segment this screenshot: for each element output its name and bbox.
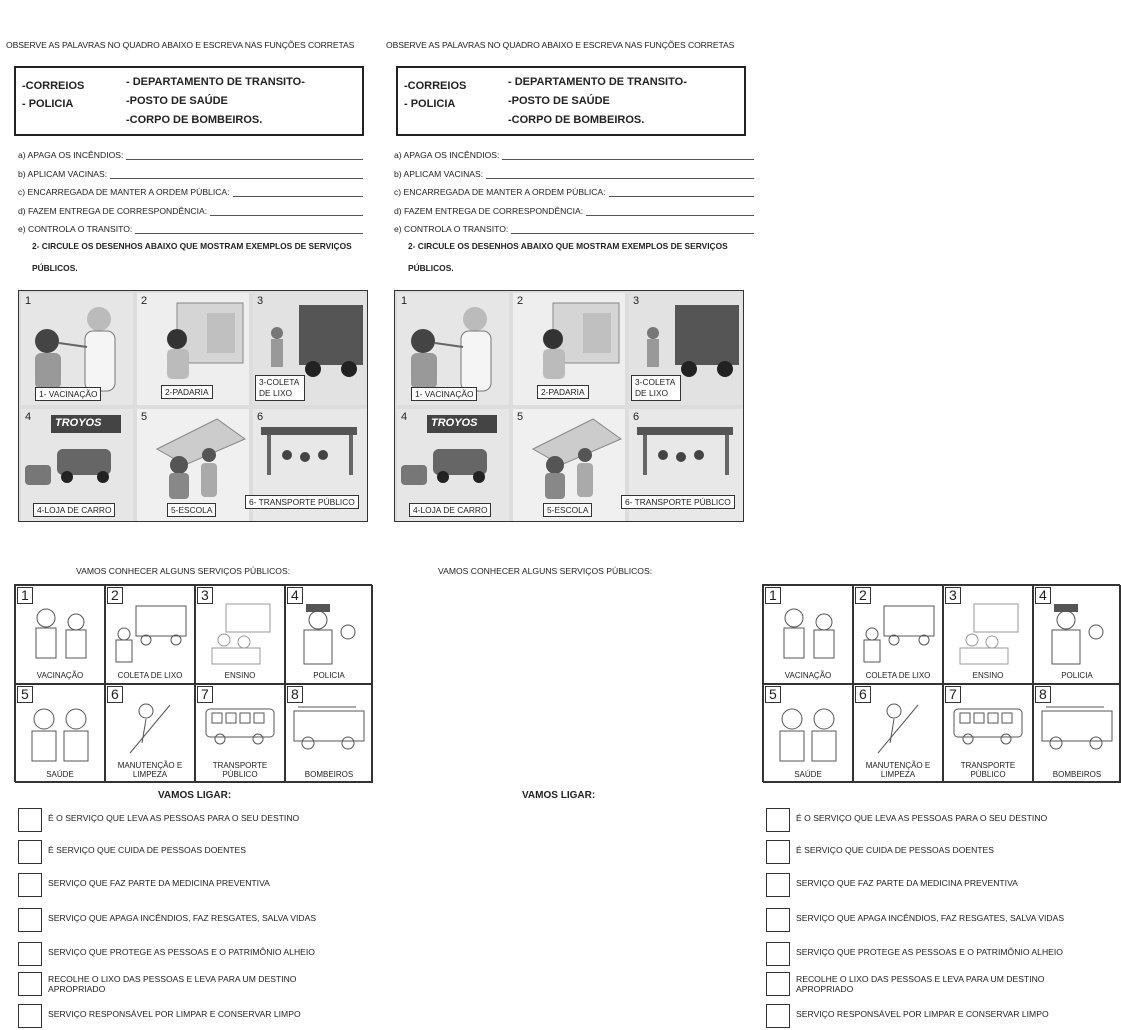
grid-label: COLETA DE LIXO bbox=[117, 671, 183, 680]
answer-box[interactable] bbox=[766, 1004, 790, 1028]
grid-label: POLICIA bbox=[313, 671, 345, 680]
vaccination-drawing bbox=[16, 600, 104, 670]
match-text: SERVIÇO RESPONSÁVEL POR LIMPAR E CONSERVAR LIMPO bbox=[796, 1009, 1049, 1019]
photo-number: 3 bbox=[257, 295, 264, 307]
match-text: SERVIÇO RESPONSÁVEL POR LIMPAR E CONSERVAR LIMPO bbox=[48, 1009, 301, 1019]
photo-number: 2 bbox=[517, 295, 524, 307]
exercise1-instruction: OBSERVE AS PALAVRAS NO QUADRO ABAIXO E ESCREVA NAS FUNÇÕES CORRETAS bbox=[6, 40, 355, 50]
question-text: d) FAZEM ENTREGA DE CORRESPONDÊNCIA: bbox=[394, 206, 584, 216]
public-services-photo-strip bbox=[394, 290, 744, 522]
grid-number: 4 bbox=[1035, 587, 1051, 604]
grid-number: 6 bbox=[107, 686, 123, 703]
answer-box[interactable] bbox=[18, 942, 42, 966]
grid-cell-teaching[interactable] bbox=[195, 585, 285, 684]
exercise2-instruction: 2- CIRCULE OS DESENHOS ABAIXO QUE MOSTRAM EXEMPLOS DE SERVIÇOS PÚBLICOS. bbox=[32, 241, 352, 273]
photo-label: 6- TRANSPORTE PÚBLICO bbox=[621, 495, 735, 509]
answer-box[interactable] bbox=[18, 908, 42, 932]
match-item bbox=[18, 908, 368, 934]
services-grid bbox=[14, 584, 372, 782]
question-text: c) ENCARREGADA DE MANTER A ORDEM PÚBLICA: bbox=[394, 187, 606, 197]
grid-label: ENSINO bbox=[972, 671, 1004, 680]
fire-truck-drawing bbox=[1034, 699, 1120, 759]
match-text: SERVIÇO QUE APAGA INCÊNDIOS, FAZ RESGATES, SALVA VIDAS bbox=[48, 913, 317, 923]
grid-cell-vaccination[interactable] bbox=[763, 585, 853, 684]
key-word-bombeiros: -CORPO DE BOMBEIROS. bbox=[126, 114, 263, 126]
grid-cell-transport[interactable] bbox=[195, 684, 285, 783]
match-text: SERVIÇO QUE APAGA INCÊNDIOS, FAZ RESGATES, SALVA VIDAS bbox=[796, 913, 1065, 923]
match-text: SERVIÇO QUE PROTEGE AS PESSOAS E O PATRIMÔNIO ALHEIO bbox=[48, 947, 315, 957]
photo-number: 1 bbox=[25, 295, 32, 307]
grid-number: 5 bbox=[17, 686, 33, 703]
photo-car-store[interactable] bbox=[397, 409, 509, 521]
teaching-drawing bbox=[196, 600, 284, 670]
police-drawing bbox=[1034, 598, 1120, 668]
photo-label: 3-COLETA DE LIXO bbox=[255, 375, 305, 401]
key-word-transito: - DEPARTAMENTO DE TRANSITO- bbox=[508, 76, 687, 88]
match-text: É SERVIÇO QUE CUIDA DE PESSOAS DOENTES bbox=[796, 845, 995, 855]
match-item bbox=[766, 942, 1116, 968]
key-word-policia: - POLICIA bbox=[22, 98, 74, 110]
photo-garbage-collection[interactable] bbox=[253, 293, 367, 405]
key-word-policia: - POLICIA bbox=[404, 98, 456, 110]
photo-label: 4-LOJA DE CARRO bbox=[409, 503, 491, 517]
health-drawing bbox=[764, 699, 852, 769]
grid-cell-garbage[interactable] bbox=[105, 585, 195, 684]
vaccination-drawing bbox=[764, 600, 852, 670]
match-item bbox=[18, 1004, 368, 1030]
photo-public-transport[interactable] bbox=[625, 409, 743, 521]
photo-label: 5-ESCOLA bbox=[543, 503, 592, 517]
key-words-box bbox=[396, 66, 746, 136]
grid-number: 5 bbox=[765, 686, 781, 703]
exercise2-instruction: 2- CIRCULE OS DESENHOS ABAIXO QUE MOSTRAM EXEMPLOS DE SERVIÇOS PÚBLICOS. bbox=[408, 241, 728, 273]
match-text: É O SERVIÇO QUE LEVA AS PESSOAS PARA O SEU DESTINO bbox=[48, 813, 300, 823]
grid-number: 2 bbox=[855, 587, 871, 604]
match-item bbox=[18, 808, 368, 834]
photo-label: 2-PADARIA bbox=[161, 385, 213, 399]
grid-number: 1 bbox=[17, 587, 33, 604]
photo-car-store[interactable] bbox=[21, 409, 133, 521]
photo-number: 4 bbox=[401, 411, 408, 423]
grid-label: SAÚDE bbox=[794, 770, 822, 779]
question-text: a) APAGA OS INCÊNDIOS: bbox=[394, 150, 500, 160]
answer-box[interactable] bbox=[766, 840, 790, 864]
grid-cell-teaching[interactable] bbox=[943, 585, 1033, 684]
match-item bbox=[766, 972, 1116, 998]
grid-number: 1 bbox=[765, 587, 781, 604]
worksheet-copy-right bbox=[384, 0, 1102, 1024]
photo-number: 3 bbox=[633, 295, 640, 307]
grid-label: MANUTENÇÃO E LIMPEZA bbox=[865, 761, 931, 779]
fire-truck-drawing bbox=[286, 699, 372, 759]
maintenance-drawing bbox=[854, 699, 942, 759]
answer-line[interactable] bbox=[486, 170, 754, 179]
grid-number: 4 bbox=[287, 587, 303, 604]
answer-line[interactable] bbox=[511, 225, 754, 234]
grid-label: BOMBEIROS bbox=[1052, 770, 1102, 779]
grid-number: 2 bbox=[107, 587, 123, 604]
answer-line[interactable] bbox=[502, 151, 754, 160]
maintenance-drawing bbox=[106, 699, 194, 759]
question-text: b) APLICAM VACINAS: bbox=[394, 169, 484, 179]
photo-label: 6- TRANSPORTE PÚBLICO bbox=[245, 495, 359, 509]
photo-label: 5-ESCOLA bbox=[167, 503, 216, 517]
grid-label: ENSINO bbox=[224, 671, 256, 680]
question-text: b) APLICAM VACINAS: bbox=[18, 169, 108, 179]
photo-number: 6 bbox=[633, 411, 640, 423]
photo-label: 3-COLETA DE LIXO bbox=[631, 375, 681, 401]
question-text: d) FAZEM ENTREGA DE CORRESPONDÊNCIA: bbox=[18, 206, 208, 216]
answer-box[interactable] bbox=[18, 840, 42, 864]
question-text: c) ENCARREGADA DE MANTER A ORDEM PÚBLICA: bbox=[18, 187, 230, 197]
key-word-bombeiros: -CORPO DE BOMBEIROS. bbox=[508, 114, 645, 126]
garbage-truck-drawing bbox=[854, 600, 942, 670]
photo-label: 1- VACINAÇÃO bbox=[35, 387, 101, 401]
match-text: RECOLHE O LIXO DAS PESSOAS E LEVA PARA UM DESTINO APROPRIADO bbox=[48, 974, 297, 994]
public-services-photo-strip bbox=[18, 290, 368, 522]
grid-number: 8 bbox=[1035, 686, 1051, 703]
teaching-drawing bbox=[944, 600, 1032, 670]
grid-cell-firefighters[interactable] bbox=[1033, 684, 1121, 783]
answer-line[interactable] bbox=[135, 225, 363, 234]
answer-box[interactable] bbox=[766, 873, 790, 897]
services-grid bbox=[762, 584, 1120, 782]
exercise3-title: VAMOS CONHECER ALGUNS SERVIÇOS PÚBLICOS: bbox=[76, 566, 291, 576]
photo-number: 5 bbox=[517, 411, 524, 423]
worksheet-copy-left bbox=[0, 0, 384, 1024]
photo-label: 1- VACINAÇÃO bbox=[411, 387, 477, 401]
match-item bbox=[766, 808, 1116, 834]
store-sign: TROYOS bbox=[55, 417, 102, 429]
answer-box[interactable] bbox=[766, 808, 790, 832]
question-c bbox=[18, 187, 363, 197]
grid-label: BOMBEIROS bbox=[304, 770, 354, 779]
exercise4-title: VAMOS LIGAR: bbox=[522, 790, 596, 801]
match-text: SERVIÇO QUE PROTEGE AS PESSOAS E O PATRIMÔNIO ALHEIO bbox=[796, 947, 1063, 957]
question-e bbox=[18, 224, 363, 234]
match-item bbox=[18, 840, 368, 866]
photo-number: 6 bbox=[257, 411, 264, 423]
answer-line[interactable] bbox=[586, 207, 754, 216]
answer-box[interactable] bbox=[766, 942, 790, 966]
answer-box[interactable] bbox=[766, 972, 790, 996]
answer-box[interactable] bbox=[766, 908, 790, 932]
bus-drawing bbox=[196, 699, 284, 759]
exercise3-title: VAMOS CONHECER ALGUNS SERVIÇOS PÚBLICOS: bbox=[438, 566, 653, 576]
question-a bbox=[18, 150, 363, 160]
key-words-box bbox=[14, 66, 364, 136]
key-word-correios: -CORREIOS bbox=[22, 80, 85, 92]
grid-label: VACINAÇÃO bbox=[784, 671, 832, 680]
photo-school[interactable] bbox=[137, 409, 249, 521]
match-text: SERVIÇO QUE FAZ PARTE DA MEDICINA PREVENTIVA bbox=[48, 878, 270, 888]
photo-vaccination[interactable] bbox=[397, 293, 509, 405]
photo-vaccination[interactable] bbox=[21, 293, 133, 405]
grid-cell-health[interactable] bbox=[763, 684, 853, 783]
grid-number: 8 bbox=[287, 686, 303, 703]
match-item bbox=[766, 1004, 1116, 1030]
grid-cell-maintenance[interactable] bbox=[853, 684, 943, 783]
question-d bbox=[394, 206, 754, 216]
grid-label: SAÚDE bbox=[46, 770, 74, 779]
grid-label: TRANSPORTE PÚBLICO bbox=[212, 761, 268, 779]
exercise1-instruction: OBSERVE AS PALAVRAS NO QUADRO ABAIXO E ESCREVA NAS FUNÇÕES CORRETAS bbox=[386, 40, 735, 50]
question-c bbox=[394, 187, 754, 197]
health-drawing bbox=[16, 699, 104, 769]
answer-box[interactable] bbox=[18, 808, 42, 832]
match-text: É SERVIÇO QUE CUIDA DE PESSOAS DOENTES bbox=[48, 845, 247, 855]
photo-bakery[interactable] bbox=[137, 293, 249, 405]
grid-cell-vaccination[interactable] bbox=[15, 585, 105, 684]
answer-box[interactable] bbox=[18, 972, 42, 996]
question-text: a) APAGA OS INCÊNDIOS: bbox=[18, 150, 124, 160]
key-word-saude: -POSTO DE SAÚDE bbox=[126, 95, 228, 107]
match-text: RECOLHE O LIXO DAS PESSOAS E LEVA PARA UM DESTINO APROPRIADO bbox=[796, 974, 1045, 994]
photo-garbage-collection[interactable] bbox=[629, 293, 743, 405]
photo-public-transport[interactable] bbox=[249, 409, 367, 521]
grid-number: 3 bbox=[197, 587, 213, 604]
grid-number: 6 bbox=[855, 686, 871, 703]
grid-label: COLETA DE LIXO bbox=[865, 671, 931, 680]
answer-line[interactable] bbox=[609, 188, 754, 197]
grid-cell-garbage[interactable] bbox=[853, 585, 943, 684]
photo-number: 1 bbox=[401, 295, 408, 307]
question-a bbox=[394, 150, 754, 160]
answer-box[interactable] bbox=[18, 1004, 42, 1028]
police-drawing bbox=[286, 598, 372, 668]
answer-line[interactable] bbox=[210, 207, 363, 216]
photo-number: 2 bbox=[141, 295, 148, 307]
grid-number: 7 bbox=[945, 686, 961, 703]
match-item bbox=[766, 840, 1116, 866]
grid-label: POLICIA bbox=[1061, 671, 1093, 680]
answer-line[interactable] bbox=[233, 188, 363, 197]
grid-number: 3 bbox=[945, 587, 961, 604]
match-item bbox=[18, 873, 368, 899]
match-item bbox=[18, 942, 368, 968]
grid-cell-transport[interactable] bbox=[943, 684, 1033, 783]
key-word-transito: - DEPARTAMENTO DE TRANSITO- bbox=[126, 76, 305, 88]
match-item bbox=[766, 908, 1116, 934]
match-item bbox=[766, 873, 1116, 899]
answer-line[interactable] bbox=[126, 151, 363, 160]
photo-label: 2-PADARIA bbox=[537, 385, 589, 399]
photo-label: 4-LOJA DE CARRO bbox=[33, 503, 115, 517]
match-text: É O SERVIÇO QUE LEVA AS PESSOAS PARA O SEU DESTINO bbox=[796, 813, 1048, 823]
question-text: e) CONTROLA O TRANSITO: bbox=[394, 224, 509, 234]
bus-drawing bbox=[944, 699, 1032, 759]
match-text: SERVIÇO QUE FAZ PARTE DA MEDICINA PREVENTIVA bbox=[796, 878, 1018, 888]
garbage-truck-drawing bbox=[106, 600, 194, 670]
question-text: e) CONTROLA O TRANSITO: bbox=[18, 224, 133, 234]
question-b bbox=[394, 169, 754, 179]
grid-cell-health[interactable] bbox=[15, 684, 105, 783]
question-b bbox=[18, 169, 363, 179]
grid-label: TRANSPORTE PÚBLICO bbox=[960, 761, 1016, 779]
key-word-correios: -CORREIOS bbox=[404, 80, 467, 92]
grid-cell-maintenance[interactable] bbox=[105, 684, 195, 783]
photo-school[interactable] bbox=[513, 409, 625, 521]
grid-cell-firefighters[interactable] bbox=[285, 684, 373, 783]
question-e bbox=[394, 224, 754, 234]
photo-number: 4 bbox=[25, 411, 32, 423]
question-d bbox=[18, 206, 363, 216]
key-word-saude: -POSTO DE SAÚDE bbox=[508, 95, 610, 107]
match-item bbox=[18, 972, 368, 998]
exercise4-title: VAMOS LIGAR: bbox=[158, 790, 232, 801]
photo-number: 5 bbox=[141, 411, 148, 423]
grid-cell-police[interactable] bbox=[1033, 585, 1121, 684]
grid-label: MANUTENÇÃO E LIMPEZA bbox=[117, 761, 183, 779]
answer-box[interactable] bbox=[18, 873, 42, 897]
grid-label: VACINAÇÃO bbox=[36, 671, 84, 680]
answer-line[interactable] bbox=[110, 170, 363, 179]
grid-cell-police[interactable] bbox=[285, 585, 373, 684]
store-sign: TROYOS bbox=[431, 417, 478, 429]
photo-bakery[interactable] bbox=[513, 293, 625, 405]
grid-number: 7 bbox=[197, 686, 213, 703]
